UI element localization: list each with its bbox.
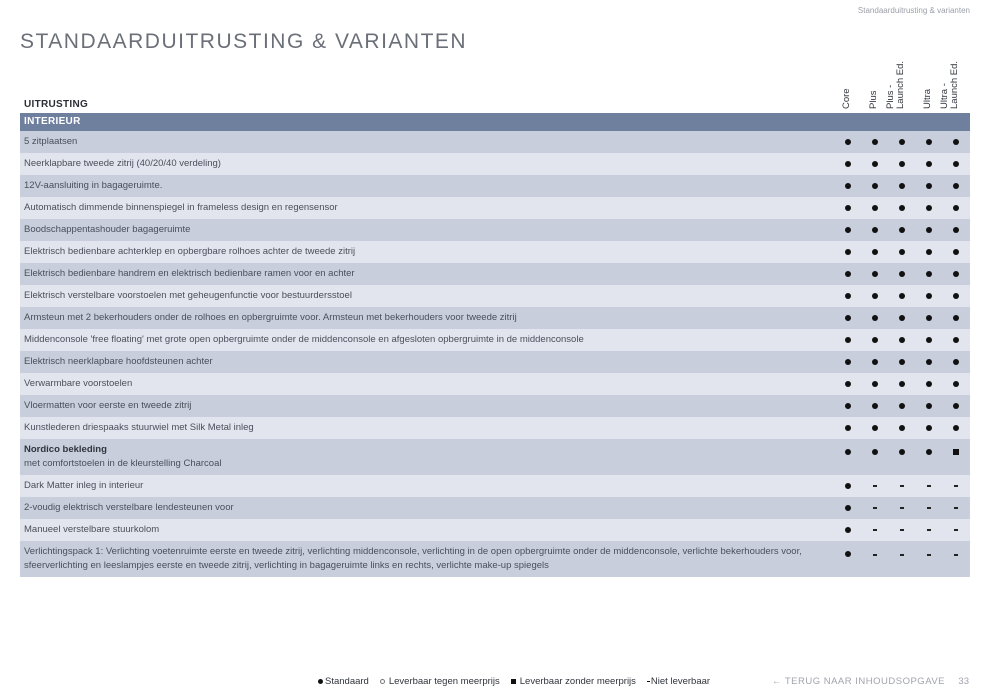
availability-ultra: [915, 373, 942, 395]
dash-icon: [954, 485, 958, 487]
availability-ultra-launch: [942, 475, 969, 497]
availability-ultra: [915, 307, 942, 329]
filled-dot-icon: [899, 425, 905, 431]
variant-header-ultra-launch: Ultra - Launch Ed.: [939, 60, 960, 109]
dash-icon: [927, 529, 931, 531]
feature-text: met comfortstoelen in de kleurstelling Charcoal: [24, 458, 222, 469]
feature-label: [20, 307, 834, 329]
running-head: Standaarduitrusting & varianten: [857, 6, 970, 15]
dash-icon: [873, 507, 877, 509]
availability-marks: [834, 131, 970, 153]
section-header-interieur: INTERIEUR: [20, 113, 970, 131]
filled-dot-icon: [953, 381, 959, 387]
availability-core: [834, 197, 861, 219]
availability-ultra-launch: [942, 197, 969, 219]
filled-dot-icon: [872, 183, 878, 189]
filled-dot-icon: [953, 425, 959, 431]
feature-label: [20, 131, 834, 153]
availability-marks: [834, 263, 970, 285]
availability-ultra-launch: [942, 153, 969, 175]
availability-ultra: [915, 475, 942, 497]
page-title: STANDAARDUITRUSTING & VARIANTEN: [20, 30, 468, 53]
availability-core: [834, 475, 861, 497]
table-row: [20, 263, 970, 285]
availability-plus: [861, 241, 888, 263]
filled-dot-icon: [899, 161, 905, 167]
availability-plus-launch: [888, 131, 915, 153]
feature-label: [20, 351, 834, 373]
feature-text: Kunstlederen driespaaks stuurwiel met Silk Metal inleg: [24, 422, 254, 433]
filled-dot-icon: [872, 315, 878, 321]
table-header: [20, 54, 970, 113]
feature-text: Vloermatten voor eerste en tweede zitrij: [24, 400, 192, 411]
filled-dot-icon: [926, 315, 932, 321]
feature-label: [20, 475, 834, 497]
availability-plus-launch: [888, 351, 915, 373]
availability-ultra-launch: [942, 285, 969, 307]
filled-dot-icon: [845, 161, 851, 167]
legend-item-no-cost: Leverbaar zonder meerprijs: [511, 676, 636, 687]
column-label-equipment: UITRUSTING: [24, 99, 89, 110]
table-row: [20, 307, 970, 329]
table-row: [20, 475, 970, 497]
table-row: [20, 351, 970, 373]
availability-plus: [861, 153, 888, 175]
availability-core: [834, 417, 861, 439]
filled-dot-icon: [926, 403, 932, 409]
availability-plus: [861, 497, 888, 519]
filled-dot-icon: [926, 449, 932, 455]
availability-marks: [834, 329, 970, 351]
dash-icon: [954, 529, 958, 531]
filled-dot-icon: [926, 271, 932, 277]
availability-marks: [834, 541, 970, 577]
feature-text: Middenconsole 'free floating' met grote open opbergruimte onder de middenconsole en afgesloten opbergruimte in de middenconsole: [24, 334, 584, 345]
feature-title: Nordico bekleding: [24, 444, 107, 455]
filled-dot-icon: [845, 315, 851, 321]
feature-label: [20, 263, 834, 285]
dash-icon: [927, 554, 931, 556]
availability-plus-launch: [888, 329, 915, 351]
filled-dot-icon: [926, 381, 932, 387]
feature-text: Neerklapbare tweede zitrij (40/20/40 verdeling): [24, 158, 221, 169]
filled-dot-icon: [872, 425, 878, 431]
availability-ultra-launch: [942, 351, 969, 373]
availability-plus-launch: [888, 475, 915, 497]
availability-plus: [861, 263, 888, 285]
availability-marks: [834, 241, 970, 263]
filled-dot-icon: [845, 183, 851, 189]
availability-core: [834, 285, 861, 307]
feature-label: [20, 417, 834, 439]
availability-plus-launch: [888, 175, 915, 197]
availability-plus: [861, 131, 888, 153]
filled-dot-icon: [845, 271, 851, 277]
table-row: [20, 395, 970, 417]
filled-dot-icon: [926, 359, 932, 365]
filled-dot-icon: [953, 315, 959, 321]
filled-dot-icon: [953, 249, 959, 255]
availability-plus: [861, 285, 888, 307]
open-circle-icon: [380, 679, 385, 684]
feature-text: Elektrisch bedienbare achterklep en opbergbare rolhoes achter de tweede zitrij: [24, 246, 356, 257]
availability-plus: [861, 475, 888, 497]
legend-item-standard: Standaard: [318, 676, 369, 687]
filled-dot-icon: [899, 449, 905, 455]
filled-dot-icon: [899, 139, 905, 145]
filled-dot-icon: [872, 249, 878, 255]
availability-plus: [861, 307, 888, 329]
availability-marks: [834, 153, 970, 175]
feature-label: [20, 395, 834, 417]
variant-header-ultra: Ultra: [922, 88, 933, 109]
feature-label: [20, 285, 834, 307]
availability-core: [834, 241, 861, 263]
availability-plus-launch: [888, 285, 915, 307]
availability-ultra: [915, 395, 942, 417]
availability-plus-launch: [888, 439, 915, 475]
availability-marks: [834, 373, 970, 395]
dash-icon: [873, 529, 877, 531]
filled-dot-icon: [899, 205, 905, 211]
filled-dot-icon: [926, 139, 932, 145]
availability-plus-launch: [888, 417, 915, 439]
availability-plus: [861, 197, 888, 219]
availability-ultra-launch: [942, 241, 969, 263]
availability-ultra: [915, 219, 942, 241]
availability-ultra: [915, 197, 942, 219]
feature-text: Elektrisch verstelbare voorstoelen met geheugenfunctie voor bestuurdersstoel: [24, 290, 352, 301]
feature-text: Boodschappentashouder bagageruimte: [24, 224, 191, 235]
availability-plus-launch: [888, 241, 915, 263]
filled-dot-icon: [845, 483, 851, 489]
filled-dot-icon: [926, 205, 932, 211]
filled-dot-icon: [845, 205, 851, 211]
feature-label: [20, 439, 834, 475]
filled-dot-icon: [926, 337, 932, 343]
filled-dot-icon: [953, 161, 959, 167]
availability-marks: [834, 519, 970, 541]
availability-plus-launch: [888, 307, 915, 329]
filled-dot-icon: [899, 381, 905, 387]
dash-icon: [900, 529, 904, 531]
feature-label: [20, 541, 834, 577]
feature-text: Elektrisch neerklapbare hoofdsteunen achter: [24, 356, 213, 367]
table-row: [20, 285, 970, 307]
filled-dot-icon: [845, 381, 851, 387]
filled-dot-icon: [845, 505, 851, 511]
filled-square-icon: [511, 679, 516, 684]
availability-ultra-launch: [942, 329, 969, 351]
availability-core: [834, 497, 861, 519]
dash-icon: [954, 554, 958, 556]
table-row: [20, 519, 970, 541]
table-row: [20, 497, 970, 519]
filled-dot-icon: [845, 425, 851, 431]
filled-dot-icon: [899, 249, 905, 255]
filled-dot-icon: [953, 205, 959, 211]
availability-marks: [834, 439, 970, 475]
availability-ultra: [915, 131, 942, 153]
variant-header-plus: Plus: [868, 90, 879, 109]
filled-dot-icon: [926, 227, 932, 233]
filled-dot-icon: [926, 249, 932, 255]
feature-label: [20, 197, 834, 219]
availability-core: [834, 153, 861, 175]
availability-ultra-launch: [942, 131, 969, 153]
availability-ultra-launch: [942, 373, 969, 395]
filled-dot-icon: [899, 271, 905, 277]
availability-plus: [861, 417, 888, 439]
availability-ultra: [915, 351, 942, 373]
availability-plus: [861, 439, 888, 475]
legend-item-optional: Leverbaar tegen meerprijs: [380, 676, 500, 687]
availability-ultra: [915, 417, 942, 439]
filled-dot-icon: [872, 271, 878, 277]
availability-ultra-launch: [942, 541, 969, 577]
availability-ultra: [915, 263, 942, 285]
table-row: [20, 131, 970, 153]
filled-dot-icon: [845, 359, 851, 365]
availability-core: [834, 131, 861, 153]
table-row: [20, 241, 970, 263]
availability-plus-launch: [888, 197, 915, 219]
filled-dot-icon: [899, 183, 905, 189]
feature-text: 5 zitplaatsen: [24, 136, 78, 147]
filled-dot-icon: [899, 315, 905, 321]
feature-label: [20, 153, 834, 175]
availability-ultra-launch: [942, 497, 969, 519]
availability-plus: [861, 351, 888, 373]
table-row: [20, 329, 970, 351]
availability-plus: [861, 519, 888, 541]
availability-core: [834, 395, 861, 417]
dash-icon: [900, 485, 904, 487]
table-row: [20, 175, 970, 197]
filled-dot-icon: [953, 359, 959, 365]
legend-item-not-available: Niet leverbaar: [647, 676, 710, 687]
table-row: [20, 373, 970, 395]
availability-plus-launch: [888, 541, 915, 577]
availability-ultra: [915, 519, 942, 541]
availability-marks: [834, 475, 970, 497]
availability-marks: [834, 351, 970, 373]
feature-text: Elektrisch bedienbare handrem en elektrisch bedienbare ramen voor en achter: [24, 268, 355, 279]
feature-label: [20, 241, 834, 263]
feature-label: [20, 219, 834, 241]
availability-marks: [834, 395, 970, 417]
availability-ultra-launch: [942, 307, 969, 329]
filled-dot-icon: [872, 403, 878, 409]
availability-core: [834, 175, 861, 197]
variant-header-plus-launch: Plus - Launch Ed.: [885, 60, 906, 109]
availability-plus-launch: [888, 519, 915, 541]
availability-plus: [861, 541, 888, 577]
filled-dot-icon: [926, 161, 932, 167]
filled-dot-icon: [845, 403, 851, 409]
availability-ultra: [915, 329, 942, 351]
filled-dot-icon: [845, 227, 851, 233]
filled-dot-icon: [872, 337, 878, 343]
availability-plus-launch: [888, 263, 915, 285]
dash-icon: [873, 554, 877, 556]
availability-marks: [834, 307, 970, 329]
filled-dot-icon: [872, 205, 878, 211]
filled-dot-icon: [953, 139, 959, 145]
filled-dot-icon: [899, 403, 905, 409]
dash-icon: [927, 507, 931, 509]
filled-dot-icon: [845, 293, 851, 299]
table-body: [20, 131, 970, 577]
dash-icon: [900, 554, 904, 556]
filled-dot-icon: [845, 139, 851, 145]
availability-ultra-launch: [942, 519, 969, 541]
filled-dot-icon: [872, 449, 878, 455]
filled-dot-icon: [899, 359, 905, 365]
availability-marks: [834, 497, 970, 519]
feature-text: Armsteun met 2 bekerhouders onder de rolhoes en opbergruimte voor. Armsteun met bekerhouders voor tweede zitrij: [24, 312, 517, 323]
availability-ultra: [915, 175, 942, 197]
filled-dot-icon: [845, 449, 851, 455]
availability-plus: [861, 373, 888, 395]
feature-text: Verwarmbare voorstoelen: [24, 378, 133, 389]
filled-dot-icon: [872, 227, 878, 233]
filled-dot-icon: [872, 139, 878, 145]
feature-label: [20, 519, 834, 541]
feature-label: [20, 329, 834, 351]
filled-square-icon: [953, 449, 959, 455]
feature-label: [20, 175, 834, 197]
availability-ultra: [915, 497, 942, 519]
filled-dot-icon: [926, 425, 932, 431]
page-number: 33: [958, 676, 969, 687]
availability-marks: [834, 175, 970, 197]
feature-label: [20, 497, 834, 519]
legend: [318, 676, 721, 687]
filled-dot-icon: [845, 337, 851, 343]
table-row: [20, 439, 970, 475]
filled-dot-icon: [845, 249, 851, 255]
filled-dot-icon: [845, 551, 851, 557]
availability-core: [834, 219, 861, 241]
availability-core: [834, 439, 861, 475]
availability-ultra: [915, 241, 942, 263]
feature-label: [20, 373, 834, 395]
availability-ultra-launch: [942, 439, 969, 475]
table-row: [20, 197, 970, 219]
availability-plus-launch: [888, 219, 915, 241]
dash-icon: [927, 485, 931, 487]
availability-core: [834, 373, 861, 395]
availability-plus: [861, 329, 888, 351]
table-row: [20, 417, 970, 439]
filled-dot-icon: [953, 403, 959, 409]
filled-dot-icon: [899, 227, 905, 233]
filled-dot-icon: [845, 527, 851, 533]
feature-text: Verlichtingspack 1: Verlichting voetenruimte eerste en tweede zitrij, verlichting middenconsole, verlichting in de open opbergruimte onder de middenconsole, verlichte bekerhouders voor, sfeerverlichting en leeslampjes eerste en tweede zitrij, verlichting in bagageruimte links en rechts, verlichte make-up spiegels: [24, 546, 802, 571]
dash-icon: [900, 507, 904, 509]
filled-dot-icon: [953, 337, 959, 343]
availability-core: [834, 263, 861, 285]
availability-plus: [861, 395, 888, 417]
filled-dot-icon: [926, 183, 932, 189]
filled-dot-icon: [872, 359, 878, 365]
filled-dot-icon: [953, 183, 959, 189]
filled-dot-icon: [953, 227, 959, 233]
availability-core: [834, 329, 861, 351]
back-to-contents-link[interactable]: ← TERUG NAAR INHOUDSOPGAVE: [771, 676, 945, 687]
availability-plus: [861, 175, 888, 197]
availability-marks: [834, 197, 970, 219]
availability-marks: [834, 285, 970, 307]
table-row: [20, 219, 970, 241]
availability-ultra-launch: [942, 395, 969, 417]
filled-dot-icon: [872, 293, 878, 299]
availability-marks: [834, 219, 970, 241]
availability-plus-launch: [888, 373, 915, 395]
feature-text: Manueel verstelbare stuurkolom: [24, 524, 160, 535]
availability-core: [834, 519, 861, 541]
availability-ultra: [915, 439, 942, 475]
dash-icon: [873, 485, 877, 487]
dash-icon: [647, 681, 650, 683]
availability-core: [834, 351, 861, 373]
filled-dot-icon: [318, 679, 323, 684]
table-row: [20, 153, 970, 175]
dash-icon: [954, 507, 958, 509]
feature-text: Automatisch dimmende binnenspiegel in frameless design en regensensor: [24, 202, 338, 213]
filled-dot-icon: [953, 271, 959, 277]
availability-ultra: [915, 541, 942, 577]
availability-ultra: [915, 285, 942, 307]
availability-ultra: [915, 153, 942, 175]
variant-header-core: Core: [841, 88, 852, 109]
feature-text: 12V-aansluiting in bagageruimte.: [24, 180, 163, 191]
availability-plus-launch: [888, 395, 915, 417]
availability-plus-launch: [888, 153, 915, 175]
filled-dot-icon: [953, 293, 959, 299]
filled-dot-icon: [899, 293, 905, 299]
table-row: [20, 541, 970, 577]
filled-dot-icon: [926, 293, 932, 299]
availability-ultra-launch: [942, 175, 969, 197]
feature-text: Dark Matter inleg in interieur: [24, 480, 144, 491]
availability-ultra-launch: [942, 417, 969, 439]
availability-core: [834, 541, 861, 577]
availability-marks: [834, 417, 970, 439]
equipment-table: [20, 54, 970, 577]
availability-core: [834, 307, 861, 329]
availability-plus: [861, 219, 888, 241]
filled-dot-icon: [899, 337, 905, 343]
availability-ultra-launch: [942, 219, 969, 241]
filled-dot-icon: [872, 161, 878, 167]
availability-ultra-launch: [942, 263, 969, 285]
filled-dot-icon: [872, 381, 878, 387]
availability-plus-launch: [888, 497, 915, 519]
feature-text: 2-voudig elektrisch verstelbare lendesteunen voor: [24, 502, 234, 513]
